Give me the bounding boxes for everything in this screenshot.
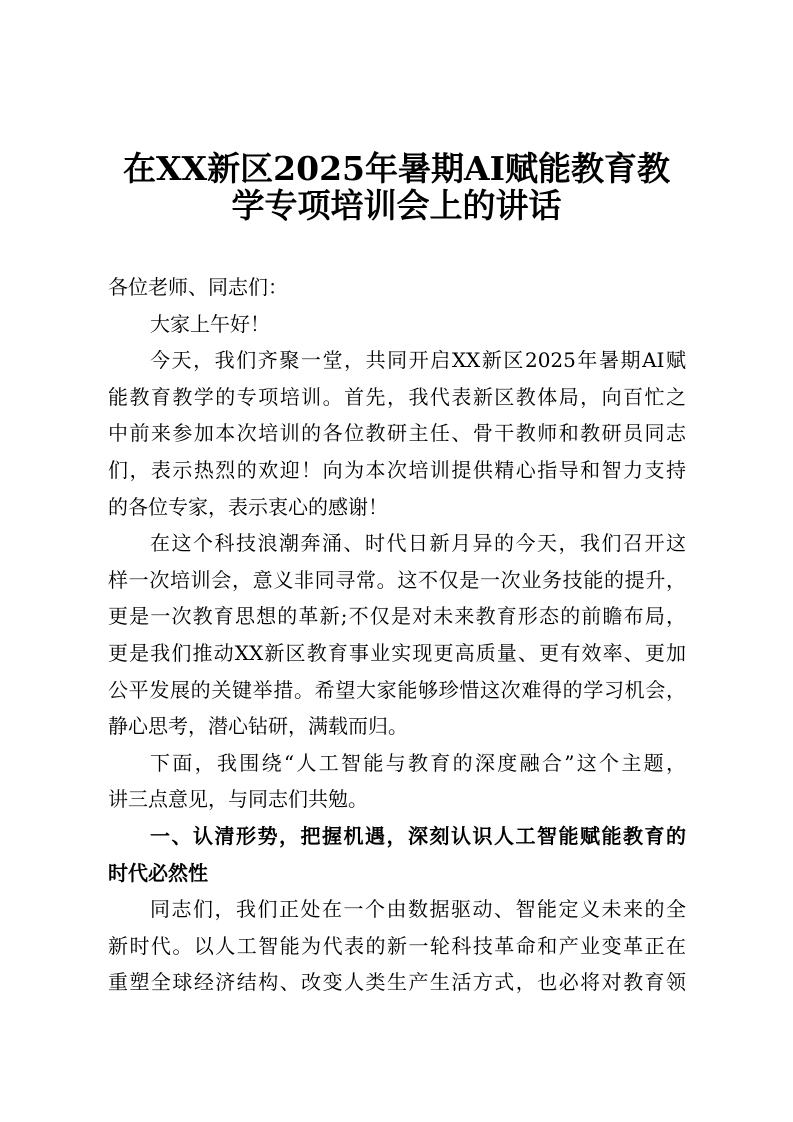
paragraph	[108, 342, 686, 525]
text-line: 重塑全球经济结构、改变人类生产生活方式，也必将对教育领	[108, 970, 686, 995]
text-line: 公平发展的关键举措。希望大家能够珍惜这次难得的学习机会，	[108, 677, 686, 702]
text-line: 更是一次教育思想的革新;不仅是对未来教育形态的前瞻布局，	[108, 604, 686, 629]
text-line: 一、认清形势，把握机遇，深刻认识人工智能赋能教育的	[150, 823, 686, 848]
text-line: 新时代。以人工智能为代表的新一轮科技革命和产业变革正在	[108, 933, 686, 958]
text-line: 中前来参加本次培训的各位教研主任、骨干教师和教研员同志	[108, 421, 686, 446]
section-heading	[108, 818, 686, 891]
paragraph	[108, 891, 686, 1001]
document-title	[100, 150, 693, 224]
text-line: 下面，我围绕“人工智能与教育的深度融合”这个主题，	[150, 750, 686, 775]
text-line: 讲三点意见，与同志们共勉。	[108, 787, 368, 812]
text-line: 大家上午好！	[150, 311, 270, 336]
document-body	[108, 269, 686, 1001]
paragraph	[108, 525, 686, 745]
text-line: 同志们，我们正处在一个由数据驱动、智能定义未来的全	[150, 897, 686, 922]
text-line: 今天，我们齐聚一堂，共同开启XX新区2025年暑期AI赋	[150, 348, 686, 373]
text-line: 样一次培训会，意义非同寻常。这不仅是一次业务技能的提升，	[108, 567, 686, 592]
text-line: 各位老师、同志们：	[108, 275, 288, 299]
paragraph	[108, 745, 686, 818]
paragraph	[108, 269, 686, 306]
text-line: 时代必然性	[108, 860, 208, 885]
text-line: 的各位专家，表示衷心的感谢！	[108, 494, 388, 519]
text-line: 能教育教学的专项培训。首先，我代表新区教体局，向百忙之	[108, 384, 686, 409]
text-line: 在这个科技浪潮奔涌、时代日新月异的今天，我们召开这	[150, 531, 686, 556]
title-line: 在XX新区2025年暑期AI赋能教育教	[122, 149, 671, 188]
text-line: 更是我们推动XX新区教育事业实现更高质量、更有效率、更加	[108, 640, 686, 665]
title-line: 学专项培训会上的讲话	[231, 186, 562, 225]
text-line: 们，表示热烈的欢迎！向为本次培训提供精心指导和智力支持	[108, 457, 686, 482]
text-line: 静心思考，潜心钻研，满载而归。	[108, 714, 408, 739]
paragraph	[108, 306, 686, 343]
